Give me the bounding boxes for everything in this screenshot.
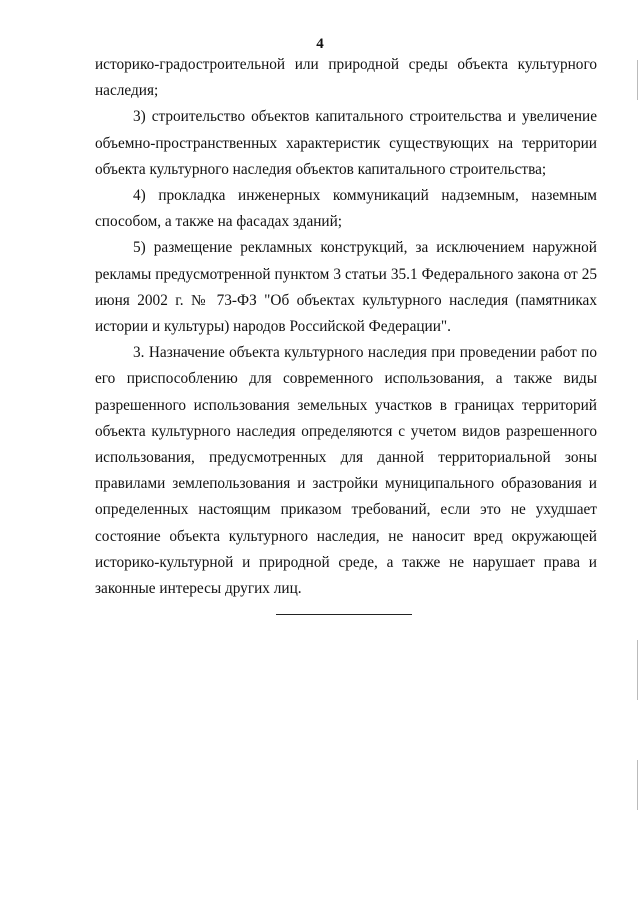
end-separator-line [276,614,412,615]
page-number: 4 [316,36,324,52]
scan-edge-mark [637,760,638,810]
paragraph-continuation: историко-градостроительной или природной среды объекта культурного наследия; [95,56,597,100]
paragraph-section-3: 3. Назначение объекта культурного наследия при проведении работ по его приспособлению для современного использования, а также виды разрешенного использования земельных участков в границах территорий объекта культурного наследия определяются с учетом видов разрешенного использования, предусмотренных для данной территориальной зоны правилами землепользования и застройки муниципального образования и определенных настоящим приказом требований, если это не ухудшает состояние объекта культурного наследия, не наносит вред окружающей историко-культурной и природной среде, а также не нарушает права и законные интересы других лиц. [95,344,597,598]
scan-edge-mark [637,640,638,700]
paragraph-item-3: 3) строительство объектов капитального строительства и увеличение объемно-пространственных характеристик существующих на территории объекта культурного наследия объектов капитального строительства; [95,108,597,178]
paragraph-item-5: 5) размещение рекламных конструкций, за исключением наружной рекламы предусмотренной пунктом 3 статьи 35.1 Федерального закона от 25 июня 2002 г. № 73-ФЗ "Об объектах культурного наследия (памятниках истории и культуры) народов Российской Федерации". [95,239,597,336]
paragraph-item-4: 4) прокладка инженерных коммуникаций надземным, наземным способом, а также на фасадах зданий; [95,187,597,231]
scan-edge-mark [637,60,638,100]
document-body [95,52,597,602]
